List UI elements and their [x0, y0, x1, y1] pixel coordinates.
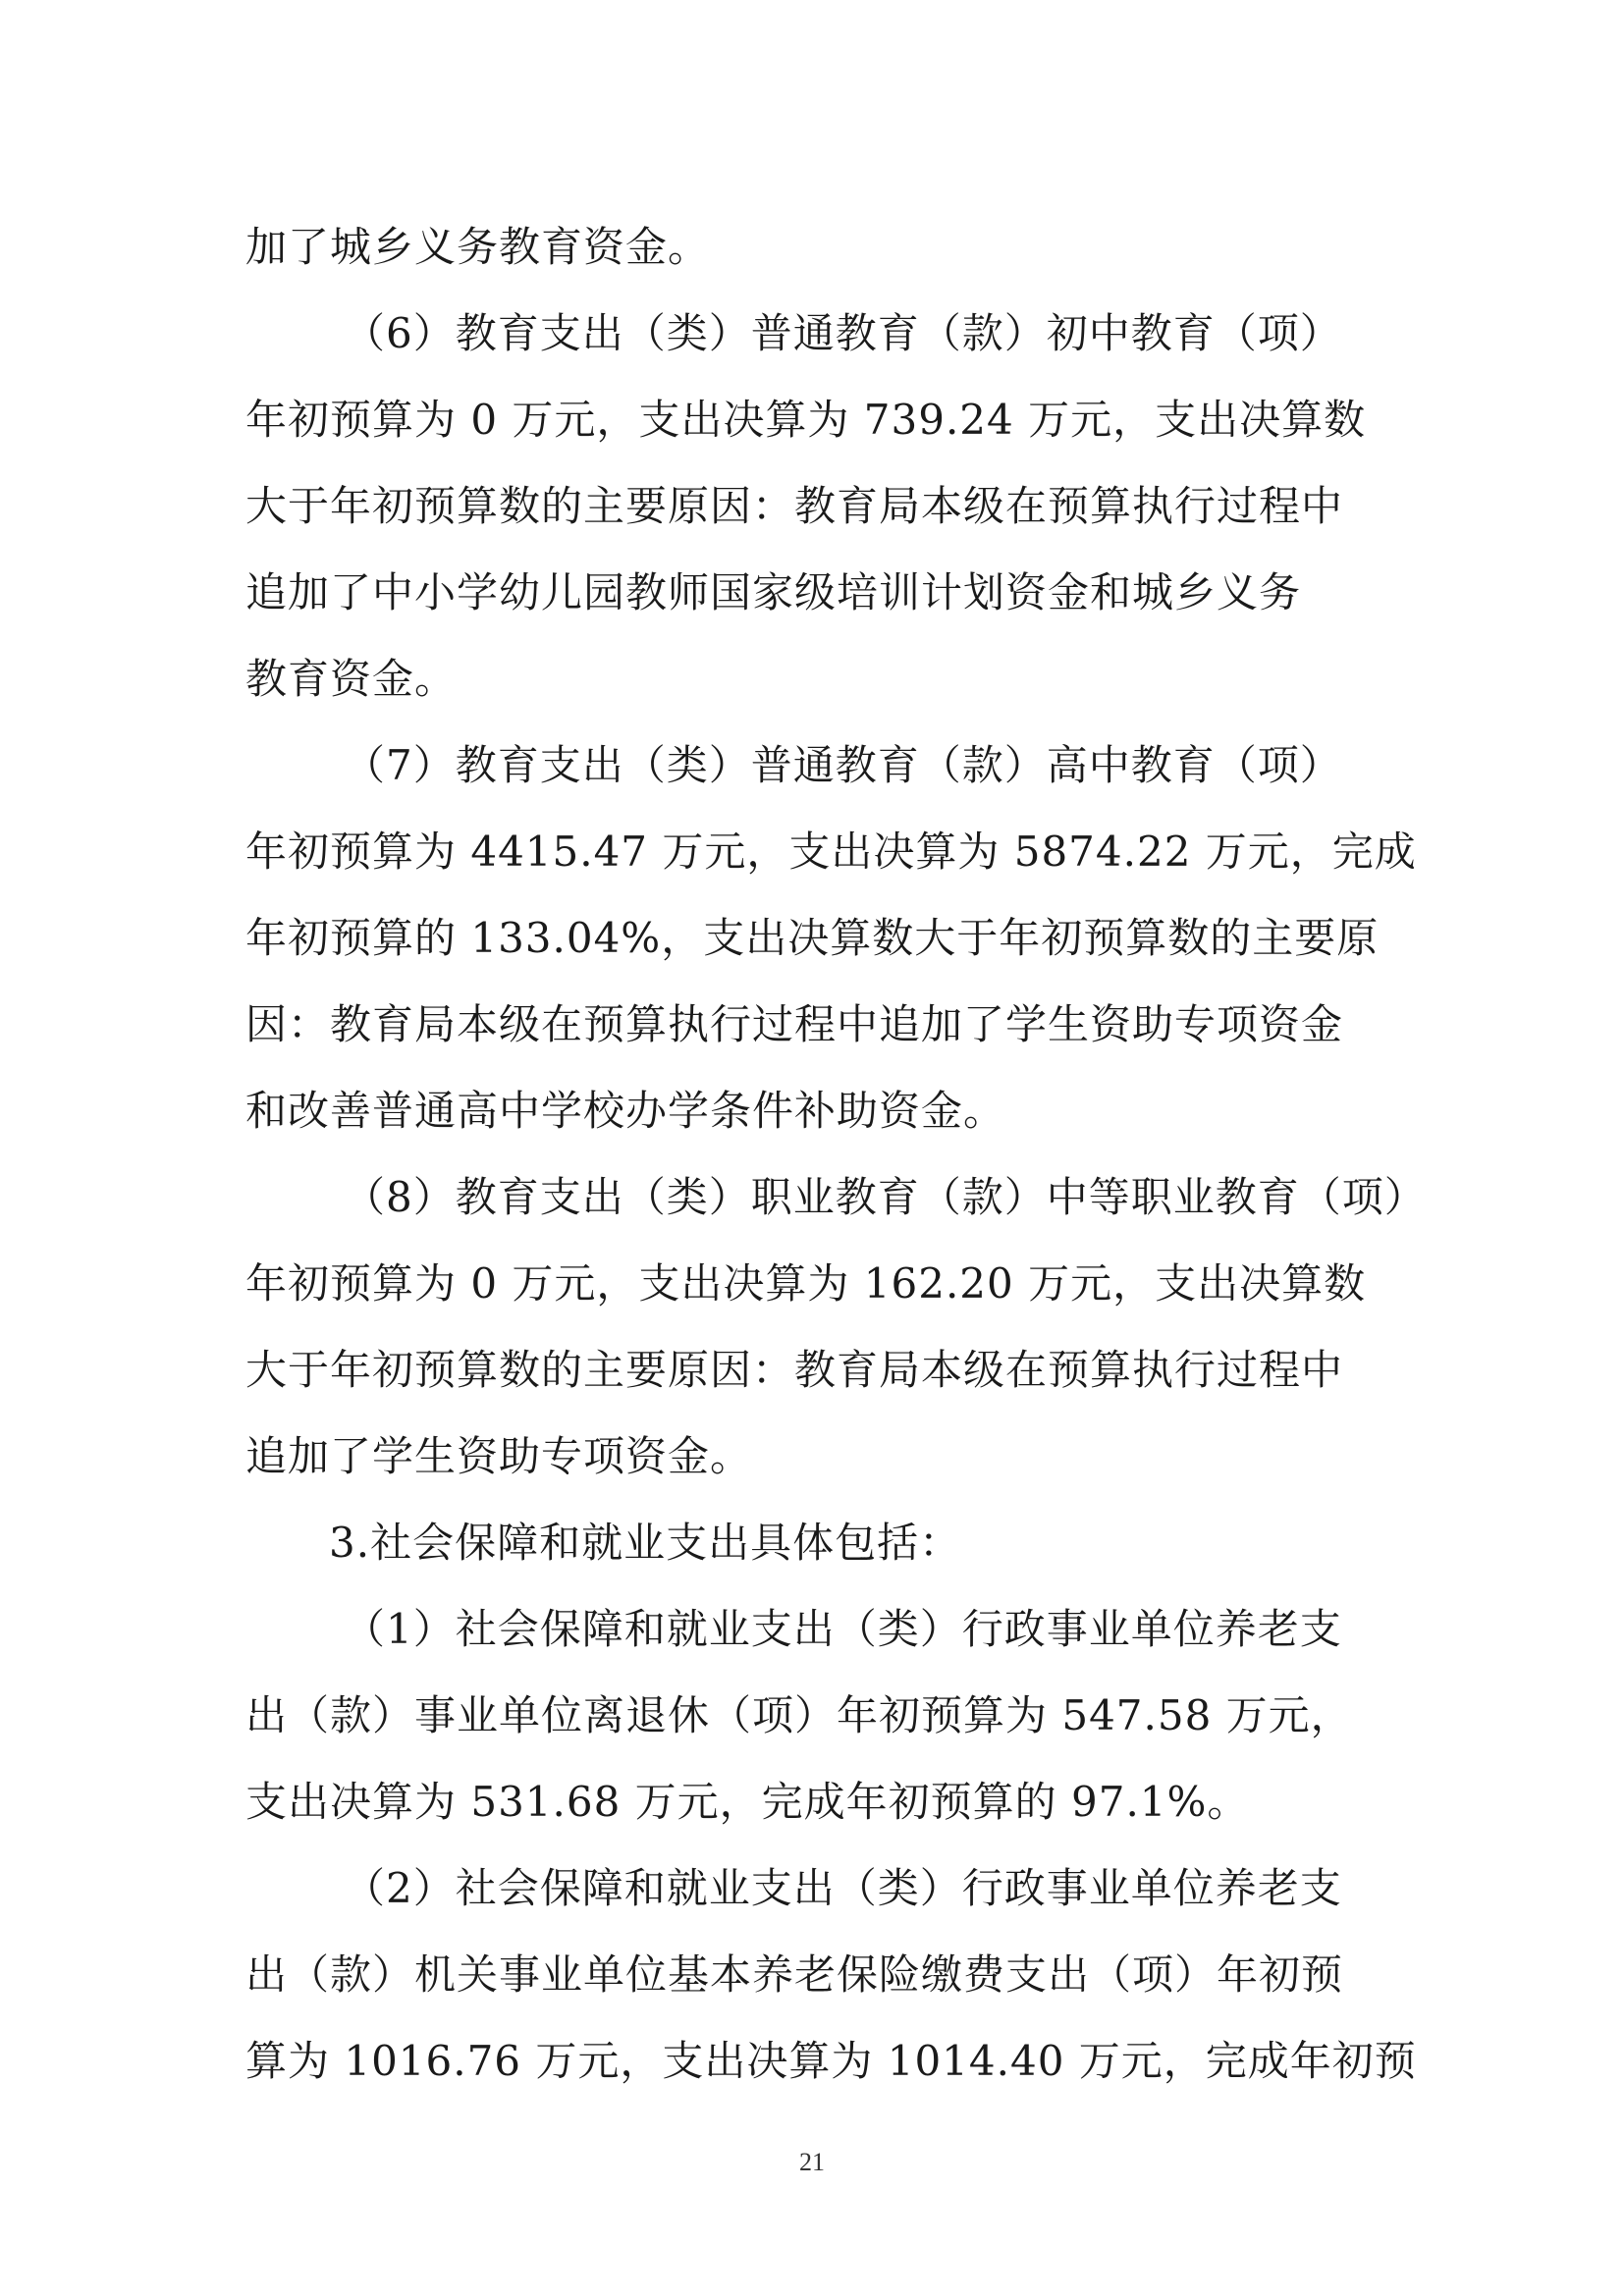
text-line: （7）教育支出（类）普通教育（款）高中教育（项） [344, 741, 1342, 789]
text-line: 出（款）事业单位离退休（项）年初预算为 547.58 万元， [245, 1691, 1353, 1739]
text-line: 年初预算为 4415.47 万元，支出决算为 5874.22 万元，完成 [245, 828, 1417, 876]
text-line: 追加了中小学幼儿园教师国家级培训计划资金和城乡义务 [245, 568, 1302, 616]
text-line: 和改善普通高中学校办学条件补助资金。 [245, 1087, 1006, 1135]
text-line: （8）教育支出（类）职业教育（款）中等职业教育（项） [344, 1173, 1427, 1221]
section-heading: 3.社会保障和就业支出具体包括： [329, 1519, 962, 1567]
text-line: 因：教育局本级在预算执行过程中追加了学生资助专项资金 [245, 1000, 1344, 1048]
text-line: 出（款）机关事业单位基本养老保险缴费支出（项）年初预 [245, 1950, 1344, 1999]
text-line: 大于年初预算数的主要原因：教育局本级在预算执行过程中 [245, 1346, 1344, 1394]
text-line: 年初预算的 133.04%，支出决算数大于年初预算数的主要原 [245, 914, 1380, 962]
text-line: 追加了学生资助专项资金。 [245, 1432, 753, 1480]
text-line: （6）教育支出（类）普通教育（款）初中教育（项） [344, 309, 1342, 357]
text-line: （1）社会保障和就业支出（类）行政事业单位养老支 [344, 1605, 1342, 1653]
text-line: 加了城乡义务教育资金。 [245, 223, 711, 271]
text-line: （2）社会保障和就业支出（类）行政事业单位养老支 [344, 1864, 1342, 1912]
text-line: 年初预算为 0 万元，支出决算为 162.20 万元，支出决算数 [245, 1259, 1367, 1308]
page-number: 21 [799, 2148, 825, 2176]
text-line: 算为 1016.76 万元，支出决算为 1014.40 万元，完成年初预 [245, 2037, 1417, 2085]
text-line: 大于年初预算数的主要原因：教育局本级在预算执行过程中 [245, 482, 1344, 530]
text-line: 支出决算为 531.68 万元，完成年初预算的 97.1%。 [245, 1778, 1250, 1826]
text-line: 教育资金。 [245, 655, 458, 703]
text-line: 年初预算为 0 万元，支出决算为 739.24 万元，支出决算数 [245, 396, 1367, 444]
